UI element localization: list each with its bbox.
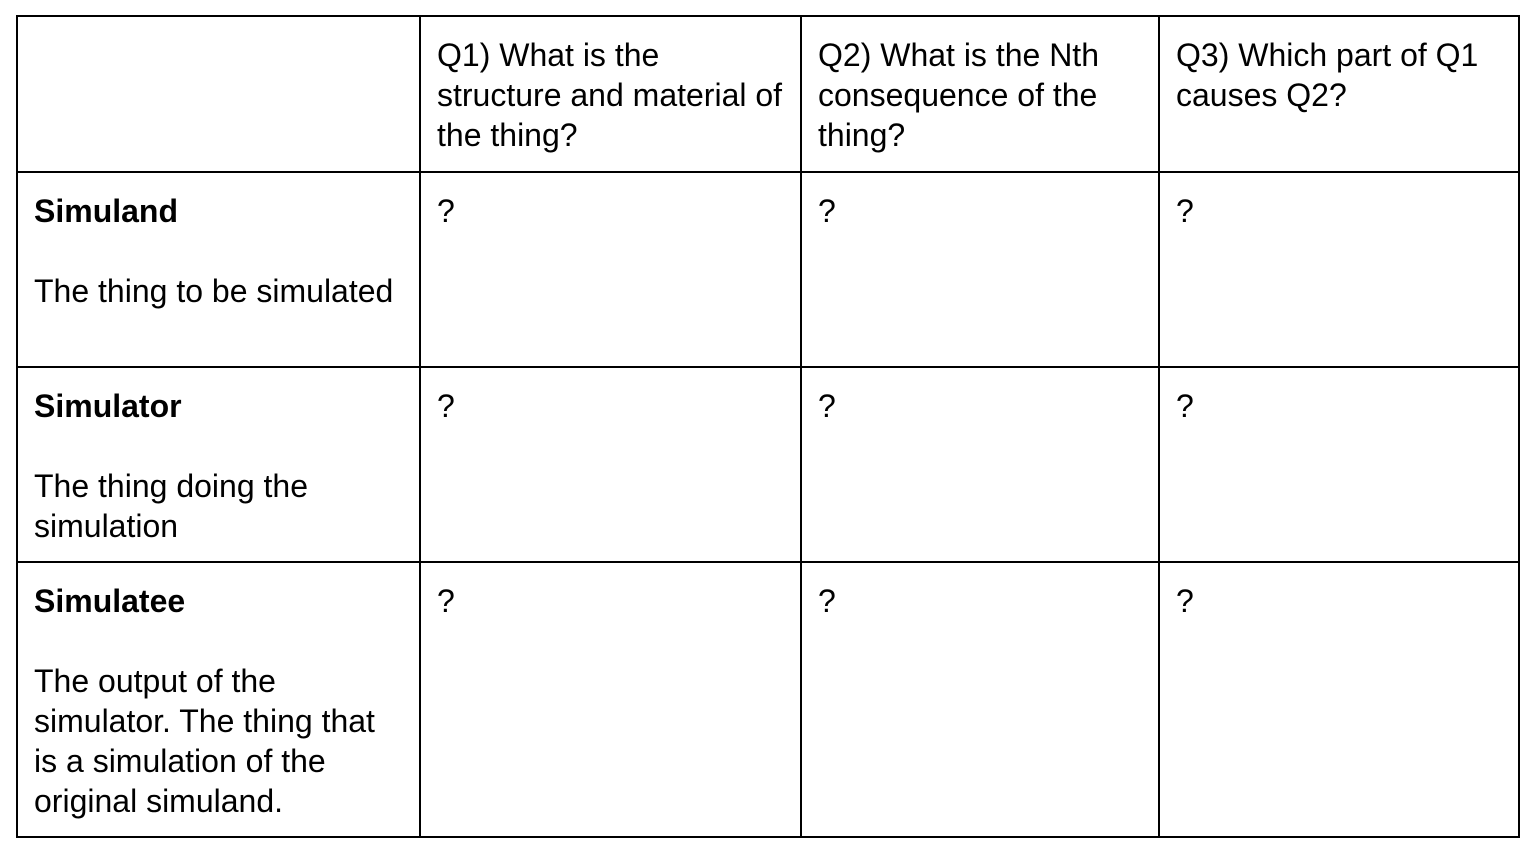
table-cell: ? bbox=[420, 562, 801, 837]
table-cell: ? bbox=[1159, 172, 1519, 367]
table-cell: ? bbox=[801, 562, 1159, 837]
header-cell-empty bbox=[17, 16, 420, 172]
header-cell-q3: Q3) Which part of Q1 causes Q2? bbox=[1159, 16, 1519, 172]
table-cell: ? bbox=[420, 172, 801, 367]
table-cell: ? bbox=[801, 172, 1159, 367]
row-header-cell bbox=[17, 172, 420, 367]
table-row-simuland bbox=[17, 172, 1519, 367]
row-name: Simulatee bbox=[34, 583, 186, 619]
table-cell: ? bbox=[801, 367, 1159, 562]
table-cell: ? bbox=[420, 367, 801, 562]
simulation-table bbox=[16, 15, 1520, 838]
row-description: The output of the simulator. The thing that is a simulation of the original simuland. bbox=[34, 663, 375, 819]
row-header-cell bbox=[17, 367, 420, 562]
row-name: Simuland bbox=[34, 193, 179, 229]
row-header-cell bbox=[17, 562, 420, 837]
table-cell: ? bbox=[1159, 562, 1519, 837]
row-description: The thing doing the simulation bbox=[34, 468, 308, 544]
table-row-simulatee bbox=[17, 562, 1519, 837]
header-row bbox=[17, 16, 1519, 172]
row-description: The thing to be simulated bbox=[34, 273, 394, 309]
table-cell: ? bbox=[1159, 367, 1519, 562]
row-name: Simulator bbox=[34, 388, 182, 424]
header-cell-q2: Q2) What is the Nth consequence of the thing? bbox=[801, 16, 1159, 172]
header-cell-q1: Q1) What is the structure and material of the thing? bbox=[420, 16, 801, 172]
table-row-simulator bbox=[17, 367, 1519, 562]
